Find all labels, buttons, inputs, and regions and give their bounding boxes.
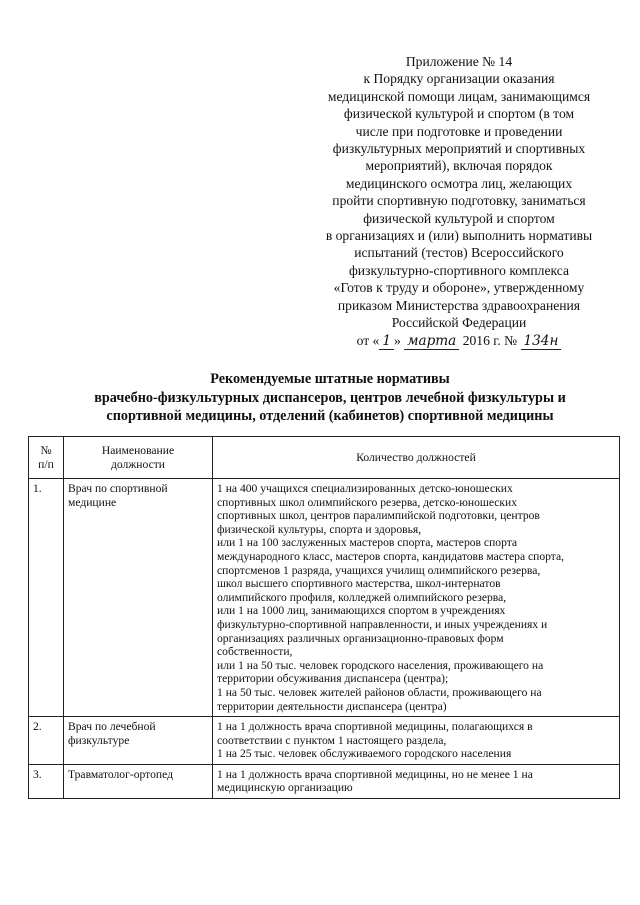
header-num xyxy=(29,437,64,479)
quantity-line: 1 на 25 тыс. человек обслуживаемого городского населения xyxy=(217,747,512,761)
appendix-line: в организациях и (или) выполнить нормативы xyxy=(325,228,593,244)
appendix-line: числе при подготовке и проведении xyxy=(355,123,563,139)
quantity-line: 1 на 1 должность врача спортивной медицины, но не менее 1 на xyxy=(217,767,533,781)
quantity-line: организациях различных организационно-правовых форм xyxy=(217,631,504,645)
position-line: медицине xyxy=(68,495,117,509)
appendix-line: «Готов к труду и обороне», утвержденному xyxy=(333,280,585,296)
position-line: Врач по спортивной xyxy=(68,482,168,495)
appendix-block xyxy=(300,53,618,350)
quantity-line: 1 на 50 тыс. человек жителей районов области, проживающего на xyxy=(217,685,542,699)
header-position-line: должности xyxy=(110,457,166,471)
header-quantity: Количество должностей xyxy=(213,437,620,479)
table-header-row xyxy=(29,437,620,479)
title-line: Рекомендуемые штатные нормативы xyxy=(210,371,450,387)
quantity-line: медицинскую организацию xyxy=(217,781,353,795)
appendix-line: к Порядку организации оказания xyxy=(363,71,555,87)
quantity-line: территории обсуживания диспансера (центра); xyxy=(217,672,449,686)
quantity-line: физической культуры, спорта и здоровья, xyxy=(217,522,422,536)
appendix-line: медицинской помощи лицам, занимающимся xyxy=(327,88,591,104)
appendix-line: Приложение № 14 xyxy=(405,54,513,69)
appendix-line: испытаний (тестов) Всероссийского xyxy=(354,245,564,261)
appendix-line: мероприятий), включая порядок xyxy=(365,158,553,174)
row-number: 1. xyxy=(29,479,64,717)
header-position-line: Наименование xyxy=(101,443,175,457)
quantity-line: олимпийского профиля, колледжей олимпийского резерва, xyxy=(217,590,507,604)
order-mid: » xyxy=(394,332,405,348)
appendix-line: физической культурой и спортом xyxy=(363,210,555,226)
order-number: 134н xyxy=(521,333,562,350)
document-title xyxy=(40,370,620,426)
position-line: Врач по лечебной xyxy=(68,720,156,734)
quantity-line: спортивных школ, центров паралимпийской подготовки, центров xyxy=(217,509,540,523)
header-num-line: п/п xyxy=(38,457,54,471)
position-line: Травматолог-ортопед xyxy=(68,767,173,781)
quantity-line: собственности, xyxy=(217,645,293,659)
quantity-line: или 1 на 100 заслуженных мастеров спорта, мастеров спорта xyxy=(217,536,518,550)
quantity-line: физкультурно-спортивной направленности, и иных учреждениях и xyxy=(217,617,548,631)
table-row xyxy=(29,479,620,717)
row-quantity xyxy=(213,764,620,798)
quantity-line: международного класс, мастеров спорта, кандидатовв мастера спорта, xyxy=(217,549,565,563)
quantity-line: школ высшего спортивного мастерства, школ-интернатов xyxy=(217,577,501,591)
row-number: 2. xyxy=(29,717,64,765)
order-year: 2016 г. № xyxy=(459,332,521,348)
quantity-line: территории деятельности диспансера (центра) xyxy=(217,699,447,713)
appendix-line: Российской Федерации xyxy=(391,315,527,331)
row-quantity xyxy=(213,717,620,765)
appendix-line: приказом Министерства здравоохранения xyxy=(337,297,581,313)
order-month: марта xyxy=(404,333,459,350)
appendix-line: пройти спортивную подготовку, заниматься xyxy=(332,193,586,209)
row-quantity xyxy=(213,479,620,717)
row-position xyxy=(64,764,213,798)
table-row xyxy=(29,764,620,798)
position-line: физкультуре xyxy=(68,733,130,747)
appendix-line: физической культурой и спортом (в том xyxy=(343,106,575,122)
row-position xyxy=(64,479,213,717)
appendix-line: физкультурно-спортивного комплекса xyxy=(349,262,569,278)
title-line: спортивной медицины, отделений (кабинетов) спортивной медицины xyxy=(106,408,554,424)
row-number: 3. xyxy=(29,764,64,798)
order-date-line xyxy=(300,332,618,350)
quantity-line: или 1 на 50 тыс. человек городского населения, проживающего на xyxy=(217,658,544,672)
quantity-line: 1 на 400 учащихся специализированных детско-юношеских xyxy=(217,482,513,495)
row-position xyxy=(64,717,213,765)
title-line: врачебно-физкультурных диспансеров, центров лечебной физкультуры и xyxy=(94,389,566,406)
quantity-line: спортсменов 1 разряда, учащихся училищ олимпийского резерва, xyxy=(217,563,541,577)
quantity-line: 1 на 1 должность врача спортивной медицины, полагающихся в xyxy=(217,720,533,734)
quantity-line: спортивных школ олимпийского резерва, детско-юношеских xyxy=(217,495,518,509)
quantity-line: или 1 на 1000 лиц, занимающихся спортом в учреждениях xyxy=(217,604,506,618)
order-prefix: от « xyxy=(356,332,380,348)
staffing-table xyxy=(28,436,620,799)
header-num-line: № xyxy=(40,443,52,457)
appendix-line: медицинского осмотра лиц, желающих xyxy=(345,175,573,191)
quantity-line: соответствии с пунктом 1 настоящего раздела, xyxy=(217,733,447,747)
header-position xyxy=(64,437,213,479)
appendix-line: физкультурных мероприятий и спортивных xyxy=(332,141,586,157)
table-row xyxy=(29,717,620,765)
order-day: 1 xyxy=(379,333,394,350)
